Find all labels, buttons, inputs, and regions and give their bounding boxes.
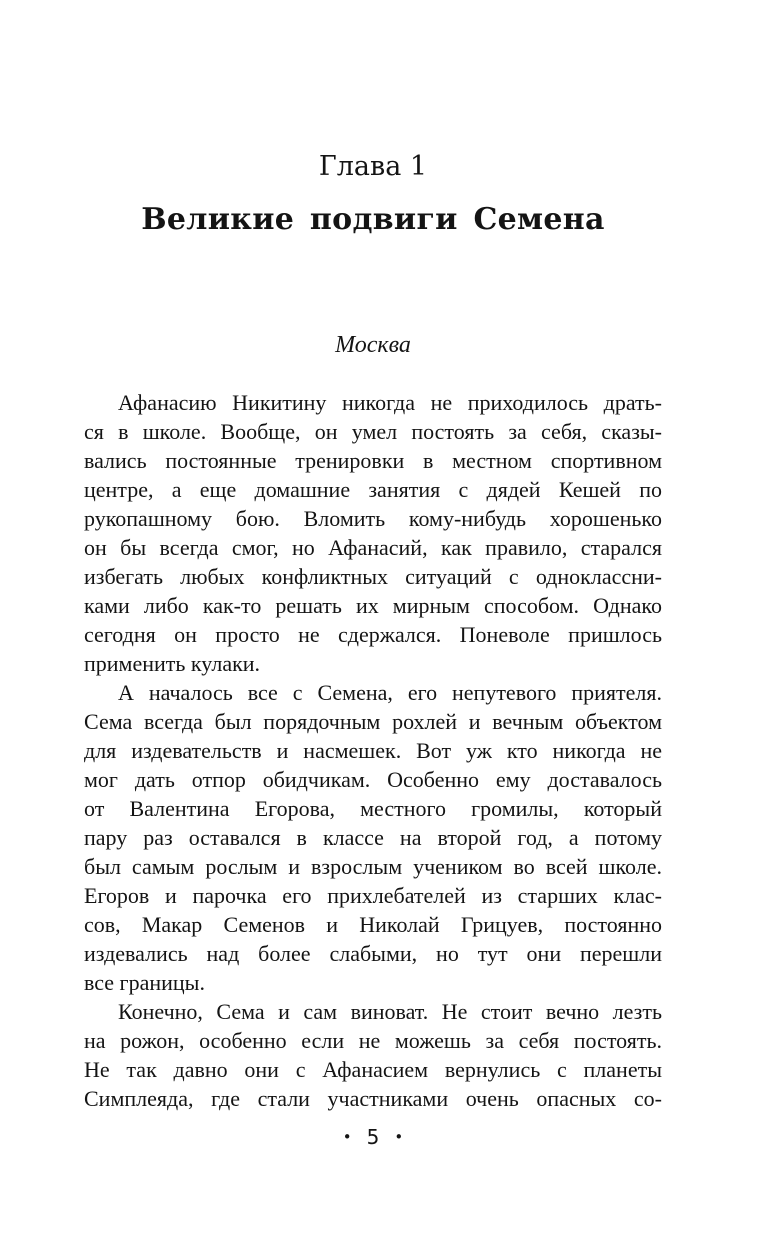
paragraph [84, 388, 662, 678]
chapter-title: Великие подвиги Семена [141, 202, 605, 237]
body-text [84, 388, 662, 1113]
text-line: центре, а еще домашние занятия с дядей Кешей по [84, 477, 662, 502]
text-line: был самым рослым и взрослым учеником во всей школе. [84, 854, 662, 879]
text-line: Симплеяда, где стали участниками очень опасных со- [84, 1086, 662, 1111]
text-line: А началось все с Семена, его непутевого приятеля. [118, 680, 662, 705]
text-line: избегать любых конфликтных ситуаций с одноклассни- [84, 564, 662, 589]
chapter-label: Глава 1 [318, 151, 428, 182]
text-line: он бы всегда смог, но Афанасий, как правило, старался [84, 535, 662, 560]
text-line: Егоров и парочка его прихлебателей из старших клас- [84, 883, 662, 908]
text-line: Не так давно они с Афанасием вернулись с планеты [84, 1057, 662, 1082]
text-line: вались постоянные тренировки в местном спортивном [84, 448, 662, 473]
text-line: мог дать отпор обидчикам. Особенно ему доставалось [84, 767, 662, 792]
text-line: от Валентина Егорова, местного громилы, который [84, 796, 662, 821]
bullet-icon: • [342, 1128, 352, 1146]
text-line: применить кулаки. [84, 651, 261, 676]
text-line: сегодня он просто не сдержался. Поневоле пришлось [84, 622, 662, 647]
text-column [84, 0, 662, 1149]
text-line: пару раз оставался в классе на второй год, а потому [84, 825, 662, 850]
dateline: Москва [335, 332, 411, 358]
page-footer [84, 1125, 662, 1149]
text-line: для издевательств и насмешек. Вот уж кто никогда не [84, 738, 662, 763]
text-line: издевались над более слабыми, но тут они перешли [84, 941, 662, 966]
text-line: Конечно, Сема и сам виноват. Не стоит вечно лезть [118, 999, 662, 1024]
text-line: все границы. [84, 970, 205, 995]
bullet-icon: • [394, 1128, 404, 1146]
text-line: рукопашному бою. Вломить кому-нибудь хорошенько [84, 506, 662, 531]
text-line: ся в школе. Вообще, он умел постоять за себя, сказы- [84, 419, 662, 444]
text-line: сов, Макар Семенов и Николай Грицуев, постоянно [84, 912, 662, 937]
text-line: Сема всегда был порядочным рохлей и вечным объектом [84, 709, 662, 734]
page-number: 5 [366, 1125, 380, 1149]
text-line: Афанасию Никитину никогда не приходилось драть- [118, 390, 662, 415]
paragraph [84, 997, 662, 1113]
text-line: ками либо как-то решать их мирным способом. Однако [84, 593, 662, 618]
text-line: на рожон, особенно если не можешь за себя постоять. [84, 1028, 662, 1053]
paragraph [84, 678, 662, 997]
